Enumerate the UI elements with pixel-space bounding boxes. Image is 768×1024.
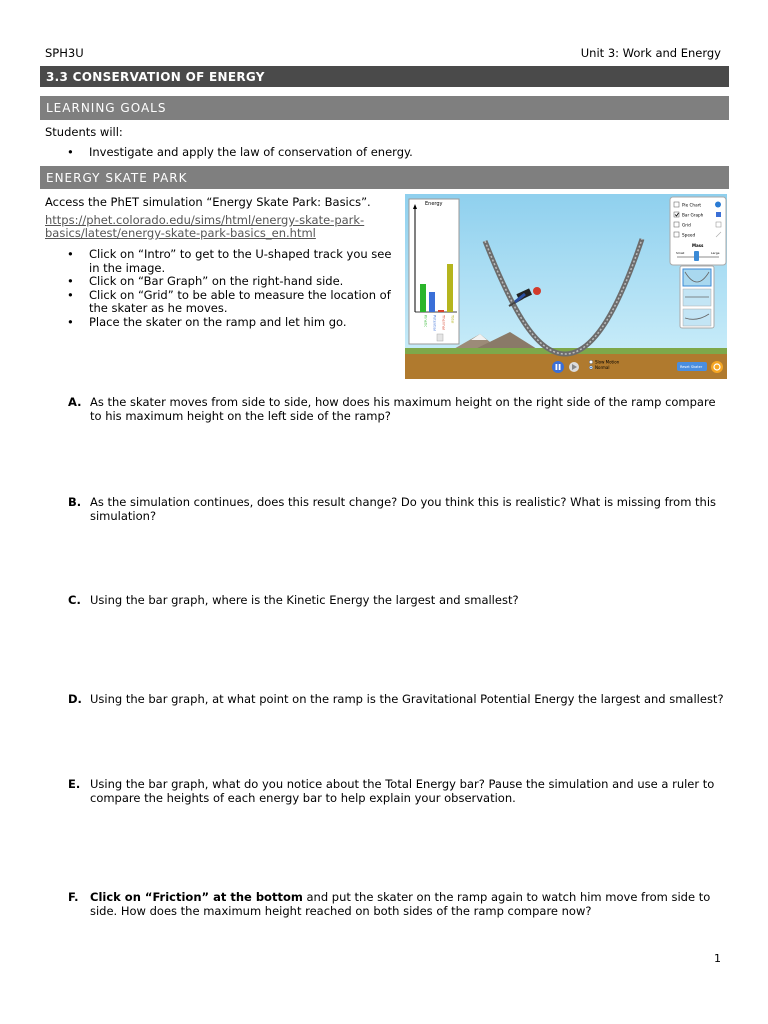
question-c — [68, 594, 728, 608]
question-text: Using the bar graph, where is the Kinetic Energy the largest and smallest? — [90, 593, 519, 607]
option-label: Pie Chart — [682, 202, 702, 208]
question-text: Using the bar graph, at what point on the ramp is the Gravitational Potential Energy the largest and smallest? — [90, 692, 724, 706]
bar-graph-icon — [716, 212, 721, 217]
steps-list — [45, 248, 397, 329]
link-line-1[interactable]: https://phet.colorado.edu/sims/html/energy-skate-park- — [45, 213, 365, 227]
energy-bar-label: Thermal — [441, 315, 446, 330]
learning-goals-heading: LEARNING GOALS — [40, 96, 729, 120]
option-label: Grid — [682, 222, 691, 228]
course-code: SPH3U — [45, 46, 84, 60]
energy-bar-thermal — [438, 310, 444, 312]
question-text: Using the bar graph, what do you notice about the Total Energy bar? Pause the simulation and use a ruler to compare the heights of each energy bar to help explain your observation. — [90, 777, 715, 805]
step-item: • Place the skater on the ramp and let him go. — [45, 316, 397, 330]
learning-goal-item: • Investigate and apply the law of conservation of energy. — [45, 146, 725, 160]
question-letter: A. — [68, 395, 82, 409]
unit-title: Unit 3: Work and Energy — [580, 46, 721, 60]
question-letter: E. — [68, 777, 81, 791]
speed-radio-selected-dot — [590, 367, 592, 369]
speed-label: Slow Motion — [595, 359, 620, 365]
learning-goals-list — [45, 146, 725, 160]
graph-title: Energy — [425, 201, 443, 207]
energy-bar-label: Potential — [432, 315, 437, 331]
energy-bar-graph — [409, 199, 459, 344]
mass-slider-thumb[interactable] — [694, 251, 699, 261]
option-checkbox[interactable] — [674, 222, 679, 227]
question-bold-text: Click on “Friction” at the bottom — [90, 890, 303, 904]
simulation-link-text[interactable] — [45, 213, 364, 240]
reset-skater-label: Reset Skater — [680, 365, 703, 369]
students-will-text: Students will: — [45, 125, 123, 139]
speed-label: Normal — [595, 365, 610, 370]
step-item: • Click on “Grid” to be able to measure the location of the skater as he moves. — [45, 289, 397, 316]
simulation-link[interactable] — [45, 214, 364, 240]
access-text: Access the PhET simulation “Energy Skate Park: Basics”. — [45, 195, 371, 209]
step-item: • Click on “Bar Graph” on the right-hand side. — [45, 275, 397, 289]
energy-bar-potential — [429, 292, 435, 312]
energy-bar-total — [447, 264, 453, 312]
scene-three-button[interactable] — [683, 309, 711, 326]
question-text: As the simulation continues, does this result change? Do you think this is realistic? What is missing from this simulation? — [90, 495, 717, 523]
mass-small-label: Small — [676, 251, 685, 255]
scene-two-button[interactable] — [683, 289, 711, 306]
speed-radio[interactable] — [589, 360, 593, 364]
scene-intro-button[interactable] — [683, 269, 711, 286]
skate-park-heading: ENERGY SKATE PARK — [40, 166, 729, 189]
pie-chart-icon — [715, 202, 721, 208]
option-label: Bar Graph — [682, 212, 704, 218]
option-checkbox[interactable] — [674, 232, 679, 237]
clear-thermal-button[interactable] — [437, 334, 443, 341]
question-letter: D. — [68, 692, 82, 706]
question-letter: C. — [68, 593, 81, 607]
question-text — [90, 891, 728, 918]
question-f — [68, 891, 728, 918]
page-number: 1 — [714, 952, 721, 965]
pause-icon — [559, 364, 561, 370]
option-checkbox[interactable] — [674, 202, 679, 207]
lesson-title-bar: 3.3 CONSERVATION OF ENERGY — [40, 66, 729, 87]
question-letter: F. — [68, 890, 79, 904]
question-d — [68, 693, 728, 707]
simulation-screenshot — [405, 194, 727, 379]
question-e — [68, 778, 728, 805]
simulation-canvas — [405, 194, 727, 379]
pause-button[interactable] — [552, 361, 564, 373]
question-b — [68, 496, 728, 523]
link-line-2[interactable]: basics/latest/energy-skate-park-basics_en.html — [45, 226, 316, 240]
reset-all-button[interactable] — [711, 361, 723, 373]
energy-bar-kinetic — [420, 284, 426, 312]
question-letter: B. — [68, 495, 82, 509]
energy-bar-label: Total — [450, 315, 455, 324]
mass-label: Mass — [692, 243, 704, 248]
question-rest-text: and put the skater on the ramp again to watch him move from side to side. How does the maximum height reached on both sides of the ramp compare now? — [90, 890, 711, 918]
energy-bar-label: Kinetic — [423, 315, 428, 328]
question-text: As the skater moves from side to side, how does his maximum height on the right side of the ramp compare to his maximum height on the left side of the ramp? — [90, 395, 716, 423]
mass-large-label: Large — [711, 251, 720, 255]
pause-icon — [556, 364, 558, 370]
question-a — [68, 396, 728, 423]
step-item: • Click on “Intro” to get to the U-shaped track you see in the image. — [45, 248, 397, 275]
option-label: Speed — [682, 232, 696, 238]
